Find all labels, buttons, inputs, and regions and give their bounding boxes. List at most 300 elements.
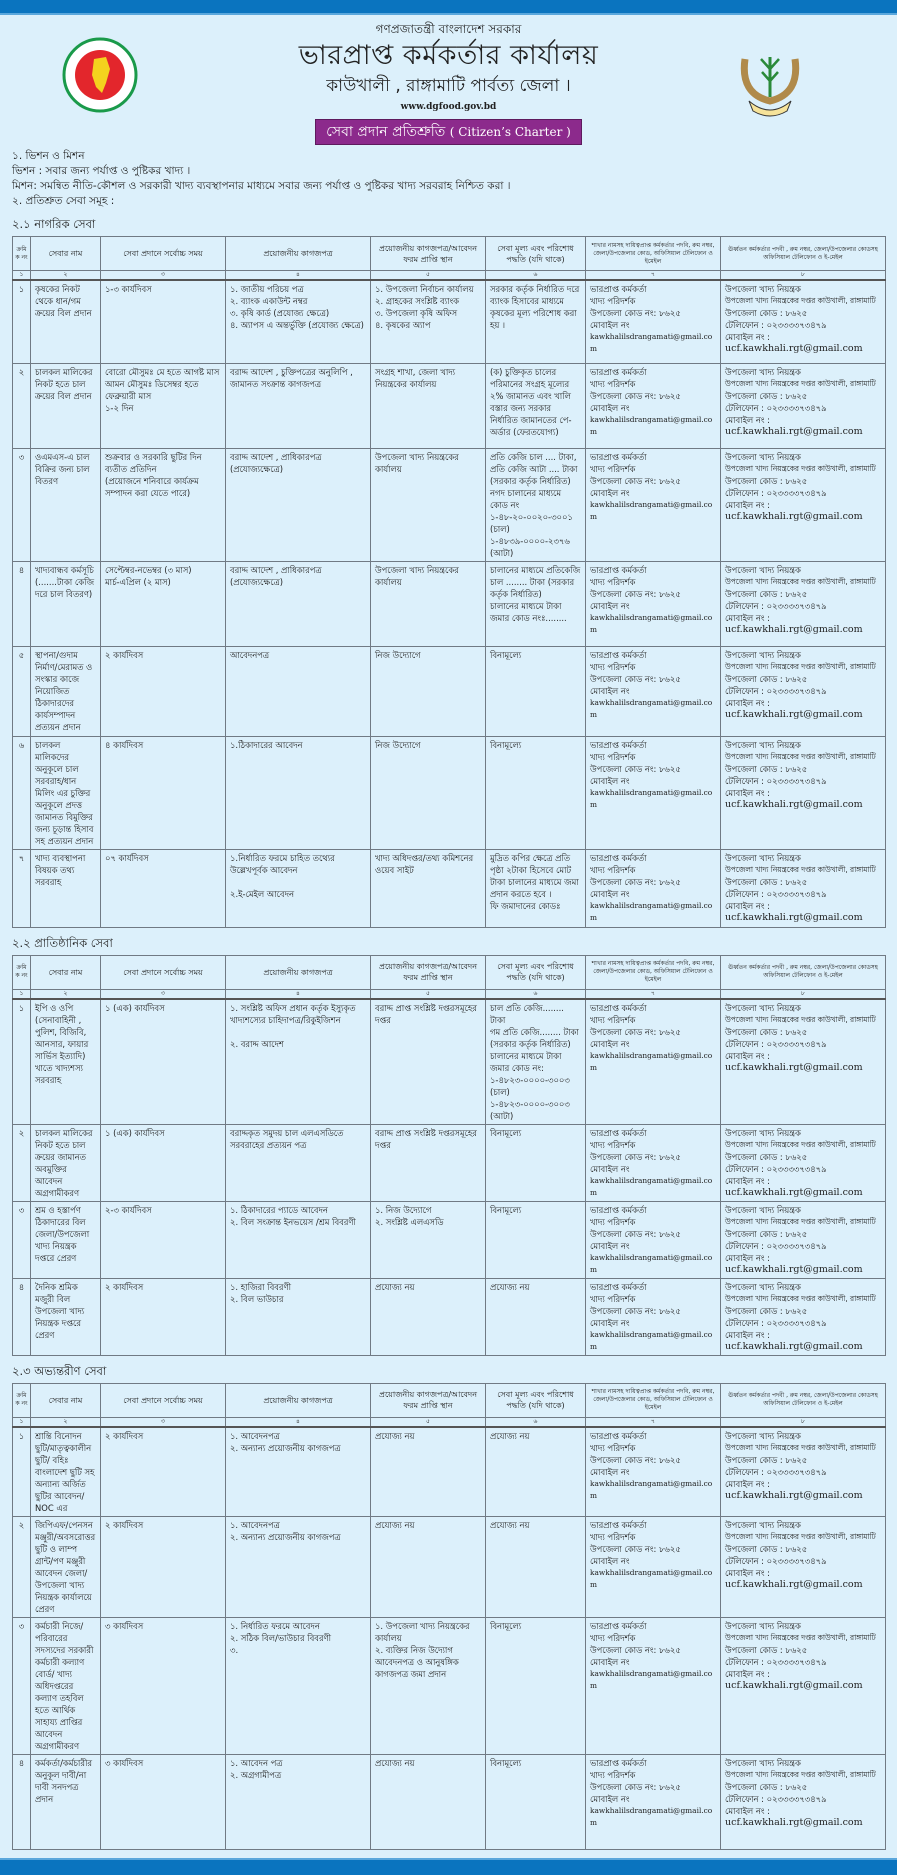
- senior-office: উপজেলা খাদ্য নিয়ন্ত্রকের দপ্তর কাউখালী, রাঙ্গামাটি: [725, 1632, 876, 1642]
- fee-cell: মুদ্রিত কপির ক্ষেত্রে প্রতি পৃষ্ঠা ২টাকা হিসেবে মোট টাকা চালানের মাধ্যমে জমা প্রদান করতে হবে । ফি জমাদানের কোডঃ: [486, 849, 586, 927]
- senior-office: উপজেলা খাদ্য নিয়ন্ত্রকের দপ্তর কাউখালী, রাঙ্গামাটি: [725, 661, 876, 671]
- service-table: [12, 955, 886, 1356]
- senior-email[interactable]: ucf.kawkhali.rgt@gmail.com: [725, 1578, 863, 1590]
- docs-source-cell: উপজেলা খাদ্য নিয়ন্ত্রকের কার্যালয়: [371, 448, 486, 561]
- senior-office: উপজেলা খাদ্য নিয়ন্ত্রকের দপ্তর কাউখালী, রাঙ্গামাটি: [725, 751, 876, 761]
- officer-mobile: মোবাইল নং: [590, 1038, 630, 1049]
- officer-title: ভারপ্রাপ্ত কর্মকর্তা: [590, 1620, 647, 1631]
- senior-title: উপজেলা খাদ্য নিয়ন্ত্রক: [725, 649, 801, 660]
- docs-source-cell: ১. উপজেলা নির্বাচন কার্যালয় ২. গ্রাহকের সংশ্লিষ্ট ব্যাংক ৩. উপজেলা কৃষি অফিস ৪. কৃষকের অ্যাপ: [371, 280, 486, 363]
- column-header: শাখার নামসহ দায়িত্বপ্রাপ্ত কর্মকর্তার পদবি, রুম নম্বর, জেলা/উপজেলার কোড, অফিসিয়াল টেলিফোন ও ইমেইল: [586, 237, 721, 271]
- senior-title: উপজেলা খাদ্য নিয়ন্ত্রক: [725, 564, 801, 575]
- service-name-cell: শ্রান্তি বিনোদন ছুটি/মাতৃত্বকালীন ছুটি/ বহিঃ বাংলাদেশ ছুটি সহ অন্যান্য অর্জিত ছুটির আবেদন/ NOC এর: [31, 1427, 101, 1517]
- officer-email[interactable]: kawkhalilsdrangamati@gmail.com: [590, 414, 713, 436]
- service-name-cell: চালকল মালিকের নিকট হতে চাল ক্রয়ের জামানত অবমুক্তির আবেদন অগ্রগামীকরণ: [31, 1124, 101, 1201]
- senior-officer-cell: [721, 1754, 886, 1849]
- officer-email[interactable]: kawkhalilsdrangamati@gmail.com: [590, 1329, 713, 1351]
- officer-mobile: মোবাইল নং: [590, 775, 630, 786]
- column-header: সেবা মূল্য এবং পরিশোধ পদ্ধতি (যদি থাকে): [486, 1383, 586, 1417]
- column-number: ৬: [486, 1417, 586, 1427]
- fee-cell: প্রযোজ্য নয়: [486, 1516, 586, 1617]
- senior-office: উপজেলা খাদ্য নিয়ন্ত্রকের দপ্তর কাউখালী, রাঙ্গামাটি: [725, 1014, 876, 1024]
- senior-title: উপজেলা খাদ্য নিয়ন্ত্রক: [725, 1204, 801, 1215]
- senior-title: উপজেলা খাদ্য নিয়ন্ত্রক: [725, 1757, 801, 1768]
- column-number: ৩: [101, 989, 226, 999]
- service-name-cell: খাদ্যবান্ধব কর্মসূচি (.......টাকা কেজি দরে চাল বিতরণ): [31, 561, 101, 646]
- column-header: শাখার নামসহ দায়িত্বপ্রাপ্ত কর্মকর্তার পদবি, রুম নম্বর, জেলা/উপজেলার কোড, অফিসিয়াল টেলিফোন ও ইমেইল: [586, 955, 721, 989]
- required-docs-cell: বরাদ্দ আদেশ , প্রাধিকারপত্র (প্রযোজ্যক্ষেত্রে): [226, 561, 371, 646]
- officer-title: ভারপ্রাপ্ত কর্মকর্তা: [590, 366, 647, 377]
- senior-email[interactable]: ucf.kawkhali.rgt@gmail.com: [725, 1679, 863, 1691]
- table-header-row: [13, 1383, 886, 1417]
- section-title: ২.৩ অভ্যন্তরীণ সেবা: [12, 1363, 107, 1378]
- charter-title-en: ( Citizen’s Charter ): [449, 125, 571, 139]
- officer-code: উপজেলা কোড নং: ৮৬২৫: [590, 475, 681, 486]
- column-number: ৩: [101, 1417, 226, 1427]
- required-docs-cell: বরাদ্দ আদেশ , চুক্তিপত্রের অনুলিপি , জামানত সংক্রান্ত কাগজপত্র: [226, 363, 371, 448]
- docs-source-cell: প্রযোজ্য নয়: [371, 1516, 486, 1617]
- max-time-cell: ২ কার্যদিবস: [101, 646, 226, 736]
- table-header-row: [13, 955, 886, 989]
- senior-officer-cell: [721, 1516, 886, 1617]
- column-header: সেবার নাম: [31, 955, 101, 989]
- senior-code: উপজেলা কোড : ৮৬২৫: [725, 1151, 808, 1162]
- senior-mobile: মোবাইল নং :: [725, 1050, 770, 1061]
- table-row: [13, 849, 886, 927]
- document-header: [0, 15, 897, 145]
- required-docs-cell: ১.ঠিকাদারের আবেদন: [226, 736, 371, 849]
- senior-email[interactable]: ucf.kawkhali.rgt@gmail.com: [725, 911, 863, 923]
- column-number-row: [13, 1417, 886, 1427]
- senior-officer-cell: [721, 1278, 886, 1355]
- required-docs-cell: আবেদনপত্র: [226, 646, 371, 736]
- service-name-cell: খাদ্য ব্যবস্থাপনা বিষয়ক তথ্য সরবরাহ: [31, 849, 101, 927]
- column-number: ২: [31, 989, 101, 999]
- officer-email[interactable]: kawkhalilsdrangamati@gmail.com: [590, 1668, 713, 1690]
- max-time-cell: শুক্রবার ও সরকারি ছুটির দিন ব্যতীত প্রতিদিন (প্রয়োজনে শনিবারে কার্যক্রম সম্পাদন করা যেতে পারে): [101, 448, 226, 561]
- service-name-cell: কর্মকর্তা/কর্মচারীর অনুকূল দাবী/না দাবী সনদপত্র প্রদান: [31, 1754, 101, 1849]
- fee-cell: চাল প্রতি কেজি........ টাকা গম প্রতি কেজি........ টাকা (সরকার কর্তৃক নির্ধারিত) চালানের মাধ্যমে টাকা জমার কোড নং: ১-৪৮২৩-০০০০-৩০০৩ (চাল) ১-৪৮২৩-০০০০-৩০০৩ (আটা): [486, 999, 586, 1125]
- senior-office: উপজেলা খাদ্য নিয়ন্ত্রকের দপ্তর কাউখালী, রাঙ্গামাটি: [725, 1139, 876, 1149]
- vision-text: ভিশন : সবার জন্য পর্যাপ্ত ও পুষ্টিকর খাদ্য ।: [12, 165, 191, 177]
- senior-phone: টেলিফোন : ০২৩৩৩৩৭৩৪৭৯: [725, 1656, 827, 1667]
- officer-title: ভারপ্রাপ্ত কর্মকর্তা: [590, 451, 647, 462]
- officer-code: উপজেলা কোড নং: ৮৬২৫: [590, 763, 681, 774]
- fee-cell: সরকার কর্তৃক নির্ধারিত দরে ব্যাংক হিসাবের মাধ্যমে কৃষকের মূল্য পরিশোধ করা হয় ।: [486, 280, 586, 363]
- service-name-cell: দৈনিক শ্রমিক মজুরী বিল উপজেলা খাদ্য নিয়ন্ত্রক দপ্তরে প্রেরণ: [31, 1278, 101, 1355]
- senior-mobile: মোবাইল নং :: [725, 1329, 770, 1340]
- fee-cell: প্রযোজ্য নয়: [486, 1278, 586, 1355]
- service-table: [12, 236, 886, 928]
- officer-code: উপজেলা কোড নং: ৮৬২৫: [590, 1026, 681, 1037]
- table-row: [13, 1516, 886, 1617]
- responsible-officer-cell: [586, 1201, 721, 1278]
- officer-email[interactable]: kawkhalilsdrangamati@gmail.com: [590, 1805, 713, 1827]
- serial-cell: ১: [13, 1427, 31, 1517]
- senior-phone: টেলিফোন : ০২৩৩৩৩৭৩৪৭৯: [725, 685, 827, 696]
- senior-mobile: মোবাইল নং :: [725, 612, 770, 623]
- vision-mission-heading: ১. ভিশন ও মিশন: [12, 150, 85, 162]
- responsible-officer-cell: [586, 280, 721, 363]
- officer-mobile: মোবাইল নং: [590, 1555, 630, 1566]
- senior-officer-cell: [721, 363, 886, 448]
- required-docs-cell: ১. সংশ্লিষ্ট অফিস প্রধান কর্তৃক ইস্যুকৃত খাদ্যশস্যের চাহিদাপত্র/রিকুইজিশন ২. বরাদ্দ আদেশ: [226, 999, 371, 1125]
- officer-title: ভারপ্রাপ্ত কর্মকর্তা: [590, 739, 647, 750]
- senior-code: উপজেলা কোড : ৮৬২৫: [725, 763, 808, 774]
- senior-office: উপজেলা খাদ্য নিয়ন্ত্রকের দপ্তর কাউখালী, রাঙ্গামাটি: [725, 1531, 876, 1541]
- senior-email[interactable]: ucf.kawkhali.rgt@gmail.com: [725, 798, 863, 810]
- docs-source-cell: প্রযোজ্য নয়: [371, 1427, 486, 1517]
- officer-title: ভারপ্রাপ্ত কর্মকর্তা: [590, 1519, 647, 1530]
- senior-email[interactable]: ucf.kawkhali.rgt@gmail.com: [725, 623, 863, 635]
- senior-email[interactable]: ucf.kawkhali.rgt@gmail.com: [725, 1263, 863, 1275]
- officer-mobile: মোবাইল নং: [590, 487, 630, 498]
- docs-source-cell: খাদ্য অধিদপ্তর/তথ্য কমিশনের ওয়েব সাইট: [371, 849, 486, 927]
- docs-source-cell: বরাদ্দ প্রাপ্ত সংশ্লিষ্ট দপ্তরসমূহের দপ্তর: [371, 1124, 486, 1201]
- table-row: [13, 1617, 886, 1754]
- officer-mobile: মোবাইল নং: [590, 1656, 630, 1667]
- senior-mobile: মোবাইল নং :: [725, 499, 770, 510]
- officer-role: খাদ্য পরিদর্শক: [590, 1139, 636, 1150]
- officer-title: ভারপ্রাপ্ত কর্মকর্তা: [590, 1757, 647, 1768]
- senior-phone: টেলিফোন : ০২৩৩৩৩৭৩৪৭৯: [725, 1317, 827, 1328]
- required-docs-cell: ১. আবেদনপত্র ২. অন্যান্য প্রয়োজনীয় কাগজপত্র: [226, 1427, 371, 1517]
- service-name-cell: চালকল মালিকদের অনুকূলে চাল সরবরাহ/ধান মিলিং এর চুক্তির অনুকূলে প্রদত্ত জামানত বিমুক্তির জন্য চূড়ান্ত হিসাব সহ প্রত্যয়ন প্রদান: [31, 736, 101, 849]
- column-number: ১: [13, 1417, 31, 1427]
- column-header: সেবা প্রদানে সর্বোচ্চ সময়: [101, 237, 226, 271]
- senior-mobile: মোবাইল নং :: [725, 1175, 770, 1186]
- column-header: প্রয়োজনীয় কাগজপত্র: [226, 955, 371, 989]
- senior-phone: টেলিফোন : ০২৩৩৩৩৭৩৪৭৯: [725, 600, 827, 611]
- senior-title: উপজেলা খাদ্য নিয়ন্ত্রক: [725, 1281, 801, 1292]
- fee-cell: বিনামূল্যে: [486, 1201, 586, 1278]
- responsible-officer-cell: [586, 1124, 721, 1201]
- officer-mobile: মোবাইল নং: [590, 1163, 630, 1174]
- officer-mobile: মোবাইল নং: [590, 320, 630, 330]
- service-tables: [0, 217, 897, 1850]
- column-number: ৫: [371, 989, 486, 999]
- max-time-cell: ৪ কার্যদিবস: [101, 736, 226, 849]
- senior-code: উপজেলা কোড : ৮৬২৫: [725, 1644, 808, 1655]
- column-number: ১: [13, 989, 31, 999]
- senior-code: উপজেলা কোড : ৮৬২৫: [725, 588, 808, 599]
- table-header-row: [13, 237, 886, 271]
- max-time-cell: ১-৩ কার্যদিবস: [101, 280, 226, 363]
- max-time-cell: ২-৩ কার্যদিবস: [101, 1201, 226, 1278]
- senior-phone: টেলিফোন : ০২৩৩৩৩৭৩৪৭৯: [725, 1466, 827, 1477]
- serial-cell: ৩: [13, 1617, 31, 1754]
- service-name-cell: ইপি ও ওপি (সেনাবাহিনী , পুলিশ, বিজিবি, আনসার, ফায়ার সার্ভিস ইত্যাদি) খাতে খাদ্যশস্য সরবরাহ: [31, 999, 101, 1125]
- senior-officer-cell: [721, 448, 886, 561]
- service-table: [12, 1383, 886, 1850]
- bottom-bar: [0, 1858, 897, 1875]
- serial-cell: ৫: [13, 646, 31, 736]
- officer-mobile: মোবাইল নং: [590, 888, 630, 899]
- required-docs-cell: বরাদ্দকৃত সমুদয় চাল এলএসডিতে সরবরাহের প্রত্যয়ন পত্র: [226, 1124, 371, 1201]
- fee-cell: বিনামূল্যে: [486, 646, 586, 736]
- senior-officer-cell: [721, 1124, 886, 1201]
- top-bar: [0, 0, 897, 15]
- senior-code: উপজেলা কোড : ৮৬২৫: [725, 673, 808, 684]
- charter-title-bn: সেবা প্রদান প্রতিশ্রুতি: [326, 124, 446, 140]
- officer-mobile: মোবাইল নং: [590, 600, 630, 611]
- responsible-officer-cell: [586, 1754, 721, 1849]
- senior-email[interactable]: ucf.kawkhali.rgt@gmail.com: [725, 425, 863, 437]
- column-header: ক্রমিক নং: [13, 237, 31, 271]
- docs-source-cell: নিজ উদ্যোগে: [371, 736, 486, 849]
- senior-email[interactable]: ucf.kawkhali.rgt@gmail.com: [725, 510, 863, 522]
- senior-officer-cell: [721, 736, 886, 849]
- required-docs-cell: ১. নির্ধারিত ফরমে আবেদন ২. সঠিক বিল/ভাউচার বিবরণী ৩.: [226, 1617, 371, 1754]
- senior-officer-cell: [721, 1201, 886, 1278]
- fee-cell: চালানের মাধ্যমে প্রতিকেজি চাল ........ টাকা (সরকার কর্তৃক নির্ধারিত) চালানের মাধ্যমে টাকা জমার কোড নংঃ........: [486, 561, 586, 646]
- column-number: ২: [31, 1417, 101, 1427]
- service-name-cell: স্থাপনা/গুদাম নির্মাণ/মেরামত ও সংস্কার কাজে নিয়োজিত ঠিকাদারদের কার্যসম্পাদন প্রত্যয়ন প্রদান: [31, 646, 101, 736]
- service-name-cell: শ্রম ও হস্তার্পণ ঠিকাদারের বিল জেলা/উপজেলা খাদ্য নিয়ন্ত্রক দপ্তরে প্রেরণ: [31, 1201, 101, 1278]
- senior-email[interactable]: ucf.kawkhali.rgt@gmail.com: [725, 1340, 863, 1352]
- vision-mission: [12, 149, 885, 209]
- max-time-cell: সেপ্টেম্বর-নভেম্বর (৩ মাস) মার্চ-এপ্রিল (২ মাস): [101, 561, 226, 646]
- responsible-officer-cell: [586, 448, 721, 561]
- serial-cell: ৩: [13, 448, 31, 561]
- senior-email[interactable]: ucf.kawkhali.rgt@gmail.com: [725, 1186, 863, 1198]
- website-link[interactable]: www.dgfood.gov.bd: [400, 102, 497, 112]
- senior-phone: টেলিফোন : ০২৩৩৩৩৭৩৪৭৯: [725, 888, 827, 899]
- serial-cell: ৬: [13, 736, 31, 849]
- column-header: শাখার নামসহ দায়িত্বপ্রাপ্ত কর্মকর্তার পদবি, রুম নম্বর, জেলা/উপজেলার কোড, অফিসিয়াল টেলিফোন ও ইমেইল: [586, 1383, 721, 1417]
- senior-phone: টেলিফোন : ০২৩৩৩৩৭৩৪৭৯: [725, 402, 827, 413]
- required-docs-cell: ১. ঠিকাদারের প্যাডে আবেদন ২. বিল সংক্রান্ত ইনভয়েস /শ্রম বিবরণী: [226, 1201, 371, 1278]
- docs-source-cell: ১. উপজেলা খাদ্য নিয়ন্ত্রকের কার্যালয় ২. ব্যক্তির নিজ উদ্যোগ আবেদনপত্র ও আনুষঙ্গিক কাগজপত্র জমা প্রদান: [371, 1617, 486, 1754]
- service-name-cell: ওএমএস-এ চাল বিক্রির জন্য চাল বিতরণ: [31, 448, 101, 561]
- officer-email[interactable]: kawkhalilsdrangamati@gmail.com: [590, 1175, 713, 1197]
- column-header: সেবার নাম: [31, 1383, 101, 1417]
- service-name-cell: জিপিএফ/পেনসন মঞ্জুরী/অবসরোত্তর ছুটি ও লাম্প গ্রান্ট/পণ মঞ্জুরী আবেদন জেলা/উপজেলা খাদ্য নিয়ন্ত্রক কার্যালয়ে প্রেরণ: [31, 1516, 101, 1617]
- officer-code: উপজেলা কোড নং: ৮৬২৫: [590, 390, 681, 401]
- required-docs-cell: ১. আবেদনপত্র ২. অন্যান্য প্রয়োজনীয় কাগজপত্র: [226, 1516, 371, 1617]
- senior-office: উপজেলা খাদ্য নিয়ন্ত্রকের দপ্তর কাউখালী, রাঙ্গামাটি: [725, 1769, 876, 1779]
- senior-officer-cell: [721, 999, 886, 1125]
- officer-code: উপজেলা কোড নং: ৮৬২৫: [590, 876, 681, 887]
- officer-title: ভারপ্রাপ্ত কর্মকর্তা: [590, 852, 647, 863]
- column-number: ৪: [226, 1417, 371, 1427]
- column-header: প্রয়োজনীয় কাগজপত্র/আবেদন ফরম প্রাপ্তি স্থান: [371, 955, 486, 989]
- senior-phone: টেলিফোন : ০২৩৩৩৩৭৩৪৭৯: [725, 1793, 827, 1804]
- table-row: [13, 646, 886, 736]
- serial-cell: ২: [13, 363, 31, 448]
- column-header: ক্রমিক নং: [13, 955, 31, 989]
- column-header: প্রয়োজনীয় কাগজপত্র: [226, 237, 371, 271]
- officer-email[interactable]: kawkhalilsdrangamati@gmail.com: [590, 787, 713, 809]
- max-time-cell: ৩ কার্যদিবস: [101, 1754, 226, 1849]
- officer-role: খাদ্য পরিদর্শক: [590, 1632, 636, 1643]
- column-header: প্রয়োজনীয় কাগজপত্র/আবেদন ফরম প্রাপ্তি স্থান: [371, 1383, 486, 1417]
- officer-email[interactable]: kawkhalilsdrangamati@gmail.com: [590, 1567, 713, 1589]
- senior-phone: টেলিফোন : ০২৩৩৩৩৭৩৪৭৯: [725, 487, 827, 498]
- officer-role: খাদ্য পরিদর্শক: [590, 661, 636, 672]
- senior-title: উপজেলা খাদ্য নিয়ন্ত্রক: [725, 1127, 801, 1138]
- senior-email[interactable]: ucf.kawkhali.rgt@gmail.com: [725, 343, 863, 354]
- service-name-cell: কর্মচারী নিজে/পরিবারের সদস্যদের সরকারী কর্মচারী কল্যাণ বোর্ড/ খাদ্য অধিদপ্তরের কল্যাণ তহবিল হতে আর্থিক সাহায্য প্রাপ্তির আবেদন অগ্রগামীকরণ: [31, 1617, 101, 1754]
- max-time-cell: ২ কার্যদিবস: [101, 1278, 226, 1355]
- senior-code: উপজেলা কোড : ৮৬২৫: [725, 390, 808, 401]
- senior-mobile: মোবাইল নং :: [725, 1668, 770, 1679]
- table-row: [13, 363, 886, 448]
- senior-code: উপজেলা কোড : ৮৬২৫: [725, 1454, 808, 1465]
- column-header: ঊর্ধ্বতন কর্মকর্তার পদবী , রুম নম্বর, জেলা/উপজেলার কোডসহ অফিসিয়াল টেলিফোন ও ই-মেইল: [721, 237, 886, 271]
- required-docs-cell: ১. হাজিরা বিবরণী ২. বিল ভাউচার: [226, 1278, 371, 1355]
- senior-title: উপজেলা খাদ্য নিয়ন্ত্রক: [725, 852, 801, 863]
- required-docs-cell: ১.নির্ধারিত ফরমে চাহিত তথ্যের উল্লেখপূর্বক আবেদন ২.ই-মেইল আবেদন: [226, 849, 371, 927]
- column-header: সেবা মূল্য এবং পরিশোধ পদ্ধতি (যদি থাকে): [486, 237, 586, 271]
- serial-cell: ৪: [13, 1754, 31, 1849]
- senior-title: উপজেলা খাদ্য নিয়ন্ত্রক: [725, 366, 801, 377]
- responsible-officer-cell: [586, 1278, 721, 1355]
- serial-cell: ১: [13, 280, 31, 363]
- officer-role: খাদ্য পরিদর্শক: [590, 1531, 636, 1542]
- officer-title: ভারপ্রাপ্ত কর্মকর্তা: [590, 564, 647, 575]
- officer-code: উপজেলা কোড নং: ৮৬২৫: [590, 1543, 681, 1554]
- senior-email[interactable]: ucf.kawkhali.rgt@gmail.com: [725, 1061, 863, 1073]
- responsible-officer-cell: [586, 1617, 721, 1754]
- senior-mobile: মোবাইল নং :: [725, 332, 770, 342]
- officer-role: খাদ্য পরিদর্শক: [590, 1014, 636, 1025]
- serial-cell: ২: [13, 1124, 31, 1201]
- office-title: ভারপ্রাপ্ত কর্মকর্তার কার্যালয়: [298, 40, 599, 71]
- officer-email[interactable]: kawkhalilsdrangamati@gmail.com: [590, 1252, 713, 1274]
- officer-email[interactable]: kawkhalilsdrangamati@gmail.com: [590, 499, 713, 521]
- officer-role: খাদ্য পরিদর্শক: [590, 1293, 636, 1304]
- senior-phone: টেলিফোন : ০২৩৩৩৩৭৩৪৭৯: [725, 775, 827, 786]
- table-row: [13, 280, 886, 363]
- column-number: ৫: [371, 271, 486, 281]
- officer-code: উপজেলা কোড নং: ৮৬২৫: [590, 1454, 681, 1465]
- max-time-cell: ২ কার্যদিবস: [101, 1516, 226, 1617]
- column-number: ৩: [101, 271, 226, 281]
- senior-mobile: মোবাইল নং :: [725, 900, 770, 911]
- column-header: ঊর্ধ্বতন কর্মকর্তার পদবী , রুম নম্বর, জেলা/উপজেলার কোডসহ অফিসিয়াল টেলিফোন ও ই-মেইল: [721, 955, 886, 989]
- serial-cell: ৭: [13, 849, 31, 927]
- senior-email[interactable]: ucf.kawkhali.rgt@gmail.com: [725, 708, 863, 720]
- senior-mobile: মোবাইল নং :: [725, 1805, 770, 1816]
- docs-source-cell: উপজেলা খাদ্য নিয়ন্ত্রকের কার্যালয়: [371, 561, 486, 646]
- table-row: [13, 1201, 886, 1278]
- officer-mobile: মোবাইল নং: [590, 1793, 630, 1804]
- government-name: গণপ্রজাতন্ত্রী বাংলাদেশ সরকার: [375, 22, 522, 36]
- officer-email[interactable]: kawkhalilsdrangamati@gmail.com: [590, 612, 713, 634]
- senior-office: উপজেলা খাদ্য নিয়ন্ত্রকের দপ্তর কাউখালী, রাঙ্গামাটি: [725, 864, 876, 874]
- officer-role: খাদ্য পরিদর্শক: [590, 864, 636, 875]
- senior-code: উপজেলা কোড : ৮৬২৫: [725, 308, 808, 318]
- senior-phone: টেলিফোন : ০২৩৩৩৩৭৩৪৭৯: [725, 1163, 827, 1174]
- officer-code: উপজেলা কোড নং: ৮৬২৫: [590, 1644, 681, 1655]
- section-title: ২.২ প্রাতিষ্ঠানিক সেবা: [12, 935, 113, 950]
- senior-office: উপজেলা খাদ্য নিয়ন্ত্রকের দপ্তর কাউখালী, রাঙ্গামাটি: [725, 378, 876, 388]
- senior-code: উপজেলা কোড : ৮৬২৫: [725, 1305, 808, 1316]
- column-number: ৪: [226, 989, 371, 999]
- column-header: প্রয়োজনীয় কাগজপত্র/আবেদন ফরম প্রাপ্তি স্থান: [371, 237, 486, 271]
- senior-title: উপজেলা খাদ্য নিয়ন্ত্রক: [725, 284, 801, 294]
- senior-office: উপজেলা খাদ্য নিয়ন্ত্রকের দপ্তর কাউখালী, রাঙ্গামাটি: [725, 463, 876, 473]
- officer-code: উপজেলা কোড নং: ৮৬২৫: [590, 1228, 681, 1239]
- senior-mobile: মোবাইল নং :: [725, 697, 770, 708]
- officer-title: ভারপ্রাপ্ত কর্মকর্তা: [590, 1127, 647, 1138]
- officer-code: উপজেলা কোড নং: ৮৬২৫: [590, 673, 681, 684]
- senior-officer-cell: [721, 1427, 886, 1517]
- docs-source-cell: ১. নিজ উদ্যোগে ২. সংশ্লিষ্ট এলএসডি: [371, 1201, 486, 1278]
- senior-code: উপজেলা কোড : ৮৬২৫: [725, 876, 808, 887]
- officer-role: খাদ্য পরিদর্শক: [590, 751, 636, 762]
- officer-role: খাদ্য পরিদর্শক: [590, 576, 636, 587]
- responsible-officer-cell: [586, 736, 721, 849]
- senior-phone: টেলিফোন : ০২৩৩৩৩৭৩৪৭৯: [725, 1555, 827, 1566]
- officer-email[interactable]: kawkhalilsdrangamati@gmail.com: [590, 1050, 713, 1072]
- table-row: [13, 561, 886, 646]
- docs-source-cell: সংগ্রহ শাখা, জেলা খাদ্য নিয়ন্ত্রকের কার্যালয়: [371, 363, 486, 448]
- officer-role: খাদ্য পরিদর্শক: [590, 463, 636, 474]
- fee-cell: প্রযোজ্য নয়: [486, 1427, 586, 1517]
- officer-role: খাদ্য পরিদর্শক: [590, 1769, 636, 1780]
- senior-officer-cell: [721, 1617, 886, 1754]
- food-department-logo: [735, 39, 805, 123]
- senior-officer-cell: [721, 280, 886, 363]
- table-row: [13, 736, 886, 849]
- officer-role: খাদ্য পরিদর্শক: [590, 1442, 636, 1453]
- officer-email[interactable]: kawkhalilsdrangamati@gmail.com: [590, 332, 713, 353]
- docs-source-cell: নিজ উদ্যোগে: [371, 646, 486, 736]
- officer-title: ভারপ্রাপ্ত কর্মকর্তা: [590, 1281, 647, 1292]
- responsible-officer-cell: [586, 646, 721, 736]
- mission-text: মিশন: সমন্বিত নীতি-কৌশল ও সরকারী খাদ্য ব্যবস্থাপনার মাধ্যমে সবার জন্য পর্যাপ্ত ও পুষ্টিকর খাদ্য সরবরাহ নিশ্চিত করা ।: [12, 180, 511, 192]
- column-number: ৫: [371, 1417, 486, 1427]
- table-row: [13, 448, 886, 561]
- senior-office: উপজেলা খাদ্য নিয়ন্ত্রকের দপ্তর কাউখালী, রাঙ্গামাটি: [725, 1216, 876, 1226]
- column-number-row: [13, 271, 886, 281]
- officer-code: উপজেলা কোড নং: ৮৬২৫: [590, 588, 681, 599]
- senior-office: উপজেলা খাদ্য নিয়ন্ত্রকের দপ্তর কাউখালী, রাঙ্গামাটি: [725, 1442, 876, 1452]
- column-number: ৮: [721, 271, 886, 281]
- serial-cell: ৪: [13, 1278, 31, 1355]
- senior-title: উপজেলা খাদ্য নিয়ন্ত্রক: [725, 451, 801, 462]
- senior-office: উপজেলা খাদ্য নিয়ন্ত্রকের দপ্তর কাউখালী, রাঙ্গামাটি: [725, 1293, 876, 1303]
- fee-cell: (ক) চুক্তিকৃত চালের পরিমানের সংগ্রহ মূল্যের ২% জামানত এবং খালি বস্তার জন্য সরকার নির্ধারিত জামানতের পে-অর্ডার (ফেরতযোগ্য): [486, 363, 586, 448]
- senior-email[interactable]: ucf.kawkhali.rgt@gmail.com: [725, 1816, 863, 1828]
- column-number: ২: [31, 271, 101, 281]
- docs-source-cell: প্রযোজ্য নয়: [371, 1754, 486, 1849]
- senior-email[interactable]: ucf.kawkhali.rgt@gmail.com: [725, 1489, 863, 1501]
- column-number: ৭: [586, 989, 721, 999]
- senior-title: উপজেলা খাদ্য নিয়ন্ত্রক: [725, 739, 801, 750]
- officer-email[interactable]: kawkhalilsdrangamati@gmail.com: [590, 1478, 713, 1500]
- senior-officer-cell: [721, 561, 886, 646]
- officer-email[interactable]: kawkhalilsdrangamati@gmail.com: [590, 900, 713, 922]
- senior-officer-cell: [721, 646, 886, 736]
- officer-title: ভারপ্রাপ্ত কর্মকর্তা: [590, 649, 647, 660]
- officer-email[interactable]: kawkhalilsdrangamati@gmail.com: [590, 697, 713, 719]
- senior-code: উপজেলা কোড : ৮৬২৫: [725, 1026, 808, 1037]
- office-location: কাউখালী , রাঙ্গামাটি পার্বত্য জেলা ।: [326, 76, 571, 96]
- officer-code: উপজেলা কোড নং: ৮৬২৫: [590, 1151, 681, 1162]
- service-name-cell: কৃষকের নিকট থেকে ধান/গম ক্রয়ের বিল প্রদান: [31, 280, 101, 363]
- senior-code: উপজেলা কোড : ৮৬২৫: [725, 1228, 808, 1239]
- responsible-officer-cell: [586, 999, 721, 1125]
- required-docs-cell: ১. জাতীয় পরিচয় পত্র ২. ব্যাংক একাউন্ট নম্বর ৩. কৃষি কার্ড (প্রযোজ্য ক্ষেত্রে) ৪. অ্যাপস এ অন্তর্ভুক্তি (প্রযোজ্য ক্ষেত্রে): [226, 280, 371, 363]
- table-row: [13, 1754, 886, 1849]
- government-seal-logo: [62, 37, 138, 117]
- column-header: সেবা প্রদানে সর্বোচ্চ সময়: [101, 1383, 226, 1417]
- serial-cell: ১: [13, 999, 31, 1125]
- responsible-officer-cell: [586, 561, 721, 646]
